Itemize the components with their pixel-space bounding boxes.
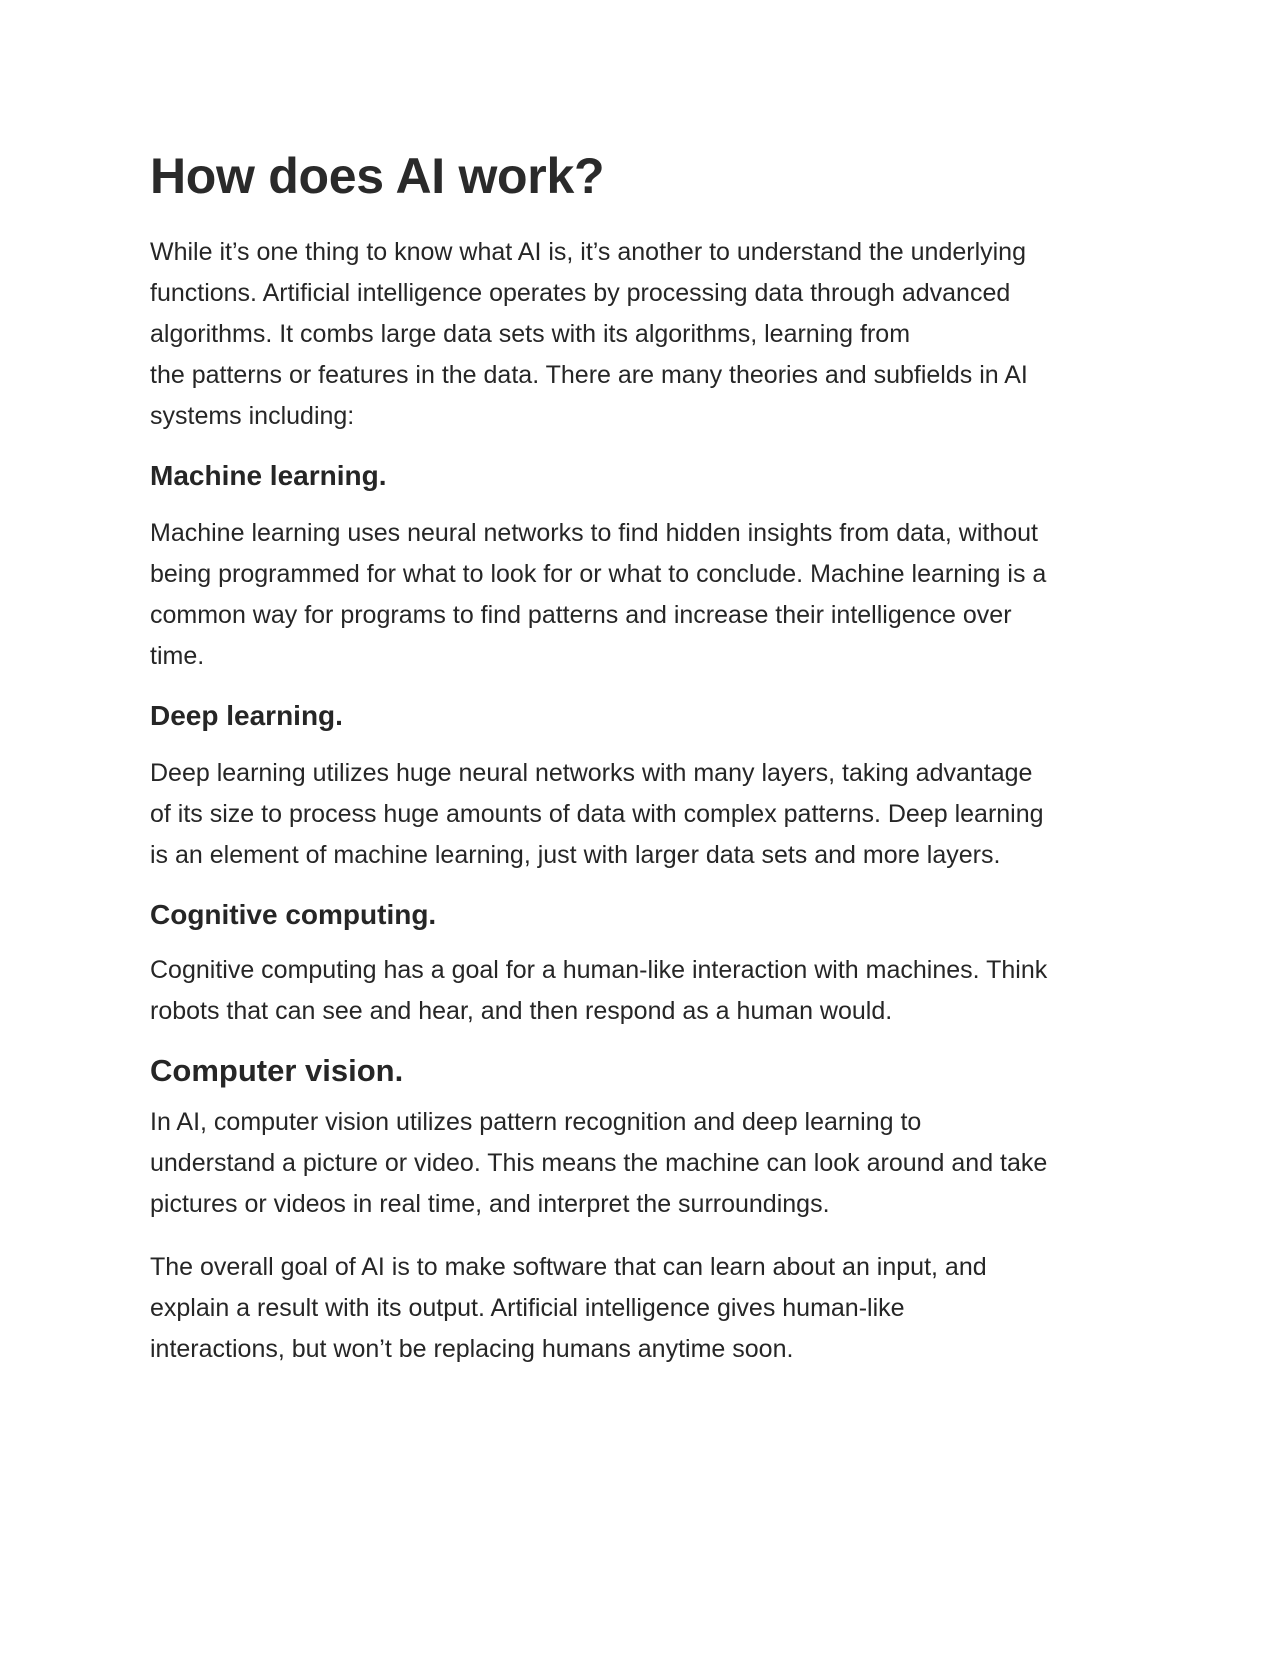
section-paragraph-cognitive-computing	[150, 950, 1150, 1032]
conclusion-paragraph	[150, 1247, 1150, 1370]
paragraph-line: Deep learning utilizes huge neural networks with many layers, taking advantage	[150, 759, 1033, 787]
paragraph-line: the patterns or features in the data. There are many theories and subfields in AI	[150, 361, 1028, 389]
section-paragraph-computer-vision	[150, 1102, 1150, 1225]
paragraph-line: Cognitive computing has a goal for a human-like interaction with machines. Think	[150, 956, 1048, 984]
document-content	[150, 148, 1150, 1392]
paragraph-line: Machine learning uses neural networks to find hidden insights from data, without	[150, 519, 1039, 547]
paragraph-line: explain a result with its output. Artificial intelligence gives human-like	[150, 1294, 905, 1322]
paragraph-line: functions. Artificial intelligence operates by processing data through advanced	[150, 279, 1011, 307]
paragraph-line: pictures or videos in real time, and interpret the surroundings.	[150, 1190, 830, 1218]
section-heading-deep-learning: Deep learning.	[150, 700, 343, 731]
paragraph-line: common way for programs to find patterns and increase their intelligence over	[150, 601, 1012, 629]
paragraph-line: time.	[150, 642, 205, 670]
paragraph-line: interactions, but won’t be replacing humans anytime soon.	[150, 1335, 794, 1363]
paragraph-line: The overall goal of AI is to make software that can learn about an input, and	[150, 1253, 987, 1281]
page-title: How does AI work?	[150, 148, 605, 204]
paragraph-line: of its size to process huge amounts of data with complex patterns. Deep learning	[150, 800, 1044, 828]
section-heading-cognitive-computing: Cognitive computing.	[150, 899, 437, 930]
section-heading-computer-vision: Computer vision.	[150, 1053, 404, 1088]
paragraph-line: In AI, computer vision utilizes pattern recognition and deep learning to	[150, 1108, 922, 1136]
section-heading-machine-learning: Machine learning.	[150, 460, 387, 491]
paragraph-line: being programmed for what to look for or what to conclude. Machine learning is a	[150, 560, 1047, 588]
intro-paragraph	[150, 232, 1150, 437]
paragraph-line: algorithms. It combs large data sets with its algorithms, learning from	[150, 320, 911, 348]
section-paragraph-deep-learning	[150, 753, 1150, 876]
paragraph-line: While it’s one thing to know what AI is, it’s another to understand the underlying	[150, 238, 1026, 266]
paragraph-line: robots that can see and hear, and then respond as a human would.	[150, 997, 893, 1025]
paragraph-line: is an element of machine learning, just with larger data sets and more layers.	[150, 841, 1001, 869]
paragraph-line: systems including:	[150, 402, 355, 430]
section-paragraph-machine-learning	[150, 513, 1150, 677]
paragraph-line: understand a picture or video. This means the machine can look around and take	[150, 1149, 1048, 1177]
